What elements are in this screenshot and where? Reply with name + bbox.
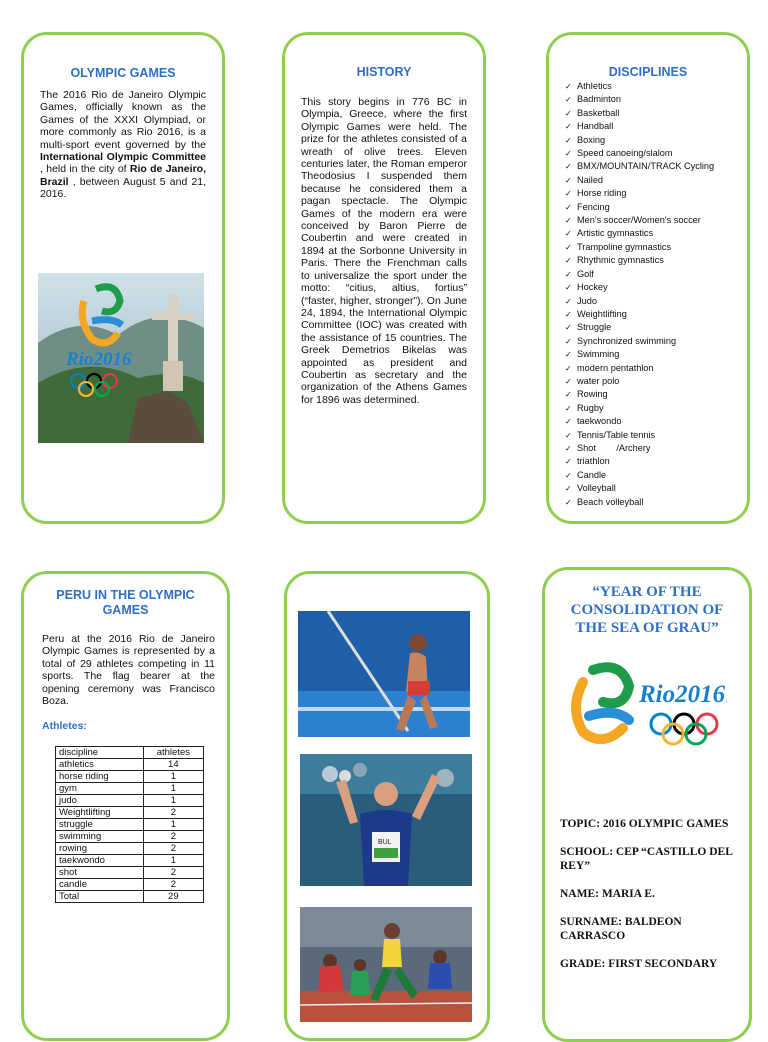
discipline-cell: Total: [56, 891, 144, 903]
discipline-item: ✓ Badminton: [565, 93, 747, 106]
rio2016-logo-text: Rio2016: [66, 349, 132, 370]
table-row: [56, 879, 204, 891]
history-text: This story begins in 776 BC in Olympia, Greece, where the first Olympic Games were held. The prize for the athletes consisted of a wreath of olive trees. Eleven centuries later, the Roman emperor Theodosius I suspended them because he considered them a pagan spectacle. The Olympic Games of the modern era were conceived by Baron Pierre de Coubertin and were created in 1894 at the Sorbonne University in Paris. There the Frenchman calls to universalize the sport under the motto: “citius, altius, fortius” (“faster, higher, stronger”). On June 24, 1894, the International Olympic Committee (IOC) was created with the assistance of 15 countries. The Greek Demetrios Bikelas was appointed as president and Coubertin as secretary and the organization of the Athens Games for 1896 was determined.: [301, 96, 467, 406]
athletes-count-cell: 2: [143, 879, 203, 891]
cover-info: [560, 817, 740, 985]
table-row: [56, 771, 204, 783]
athletes-count-cell: 14: [143, 759, 203, 771]
cover-panel: [542, 567, 752, 1042]
disciplines-panel: [546, 32, 750, 524]
table-row: [56, 843, 204, 855]
table-row: [56, 783, 204, 795]
discipline-item: ✓ Volleyball: [565, 482, 747, 495]
discipline-item: ✓ triathlon: [565, 455, 747, 468]
athletes-label: Athletes:: [42, 720, 87, 733]
grade-text: GRADE: FIRST SECONDARY: [560, 958, 718, 970]
discipline-cell: taekwondo: [56, 855, 144, 867]
discipline-item: ✓ water polo: [565, 375, 747, 388]
discipline-cell: rowing: [56, 843, 144, 855]
athletes-count-cell: 29: [143, 891, 203, 903]
discipline-item: ✓ Tennis/Table tennis: [565, 429, 747, 442]
disciplines-list: [565, 80, 747, 509]
name-text: NAME: MARIA E.: [560, 888, 655, 900]
table-header-discipline: discipline: [56, 747, 144, 759]
history-panel: [282, 32, 486, 524]
discipline-item: ✓ Weightlifting: [565, 308, 747, 321]
sprint-photo: [300, 907, 472, 1022]
photos-panel: [284, 571, 490, 1041]
athletes-count-cell: 1: [143, 771, 203, 783]
athletes-count-cell: 1: [143, 855, 203, 867]
discipline-cell: Weightlifting: [56, 807, 144, 819]
discipline-item: ✓ Nailed: [565, 174, 747, 187]
discipline-cell: struggle: [56, 819, 144, 831]
cover-logo-tm: .: [725, 694, 728, 704]
discipline-item: ✓ Artistic gymnastics: [565, 227, 747, 240]
cover-title: “YEAR OF THE CONSOLIDATION OF THE SEA OF GRAU”: [570, 584, 724, 636]
discipline-item: ✓ Judo: [565, 295, 747, 308]
discipline-item: ✓ Horse riding: [565, 187, 747, 200]
discipline-item: ✓ Athletics: [565, 80, 747, 93]
discipline-item: ✓ Rowing: [565, 388, 747, 401]
discipline-item: ✓ Golf: [565, 268, 747, 281]
disciplines-title: DISCIPLINES: [608, 65, 688, 79]
athletes-table-header: [56, 747, 204, 759]
topic-text: TOPIC: 2016 OLYMPIC GAMES: [560, 818, 729, 830]
peru-text: Peru at the 2016 Rio de Janeiro Olympic Games is represented by a total of 29 athletes competing in 11 sports. The flag bearer at the opening ceremony was Francisco Boza.: [42, 633, 215, 708]
athletes-table: [55, 746, 204, 903]
history-title: HISTORY: [356, 65, 412, 79]
discipline-item: ✓ Men's soccer/Women's soccer: [565, 214, 747, 227]
discipline-item: ✓ Rugby: [565, 402, 747, 415]
pole-vault-photo: [298, 611, 470, 737]
table-row: [56, 855, 204, 867]
discipline-cell: horse riding: [56, 771, 144, 783]
discipline-item: ✓ Handball: [565, 120, 747, 133]
table-row: [56, 867, 204, 879]
athletes-count-cell: 1: [143, 795, 203, 807]
discipline-item: ✓ Trampoline gymnastics: [565, 241, 747, 254]
discipline-cell: shot: [56, 867, 144, 879]
rio-christ-photo: [38, 273, 204, 443]
athletes-count-cell: 2: [143, 831, 203, 843]
discipline-item: ✓ Struggle: [565, 321, 747, 334]
olympic-games-text: The 2016 Rio de Janeiro Olympic Games, officially known as the Games of the XXXI Olympiad, or more commonly as Rio 2016, is a multi-sport event governed by the International Olympic Committee , held in the city of Rio de Janeiro, Brazil , between August 5 and 21, 2016.: [40, 89, 206, 201]
shot-put-photo: [300, 754, 472, 886]
table-row: [56, 831, 204, 843]
school-text: SCHOOL: CEP “CASTILLO DEL REY”: [560, 846, 733, 872]
athletes-count-cell: 2: [143, 807, 203, 819]
discipline-item: ✓ modern pentathlon: [565, 362, 747, 375]
discipline-item: ✓ Hockey: [565, 281, 747, 294]
discipline-item: ✓ Boxing: [565, 134, 747, 147]
surname-text: SURNAME: BALDEON CARRASCO: [560, 916, 682, 942]
discipline-cell: gym: [56, 783, 144, 795]
table-row: [56, 891, 204, 903]
table-row: [56, 795, 204, 807]
discipline-cell: athletics: [56, 759, 144, 771]
table-header-athletes: athletes: [143, 747, 203, 759]
discipline-cell: candle: [56, 879, 144, 891]
discipline-cell: judo: [56, 795, 144, 807]
olympic-games-panel: [21, 32, 225, 524]
olympic-games-title: OLYMPIC GAMES: [70, 66, 176, 80]
athletes-count-cell: 1: [143, 819, 203, 831]
discipline-item: ✓ Fencing: [565, 201, 747, 214]
peru-title: PERU IN THE OLYMPIC GAMES: [56, 588, 195, 617]
athlete-bib-text: BUL: [378, 839, 392, 846]
discipline-item: ✓ BMX/MOUNTAIN/TRACK Cycling: [565, 160, 747, 173]
cover-logo-text: Rio2016: [639, 681, 726, 708]
discipline-item: ✓ Candle: [565, 469, 747, 482]
table-row: [56, 759, 204, 771]
discipline-item: ✓ Shot /Archery: [565, 442, 747, 455]
athletes-count-cell: 2: [143, 843, 203, 855]
discipline-cell: swimming: [56, 831, 144, 843]
discipline-item: ✓ Basketball: [565, 107, 747, 120]
rio2016-logo: [563, 658, 735, 750]
table-row: [56, 819, 204, 831]
discipline-item: ✓ taekwondo: [565, 415, 747, 428]
discipline-item: ✓ Rhythmic gymnastics: [565, 254, 747, 267]
discipline-item: ✓ Synchronized swimming: [565, 335, 747, 348]
discipline-item: ✓ Speed canoeing/slalom: [565, 147, 747, 160]
athletes-count-cell: 2: [143, 867, 203, 879]
peru-panel: [21, 571, 230, 1041]
athletes-count-cell: 1: [143, 783, 203, 795]
discipline-item: ✓ Beach volleyball: [565, 496, 747, 509]
table-row: [56, 807, 204, 819]
discipline-item: ✓ Swimming: [565, 348, 747, 361]
